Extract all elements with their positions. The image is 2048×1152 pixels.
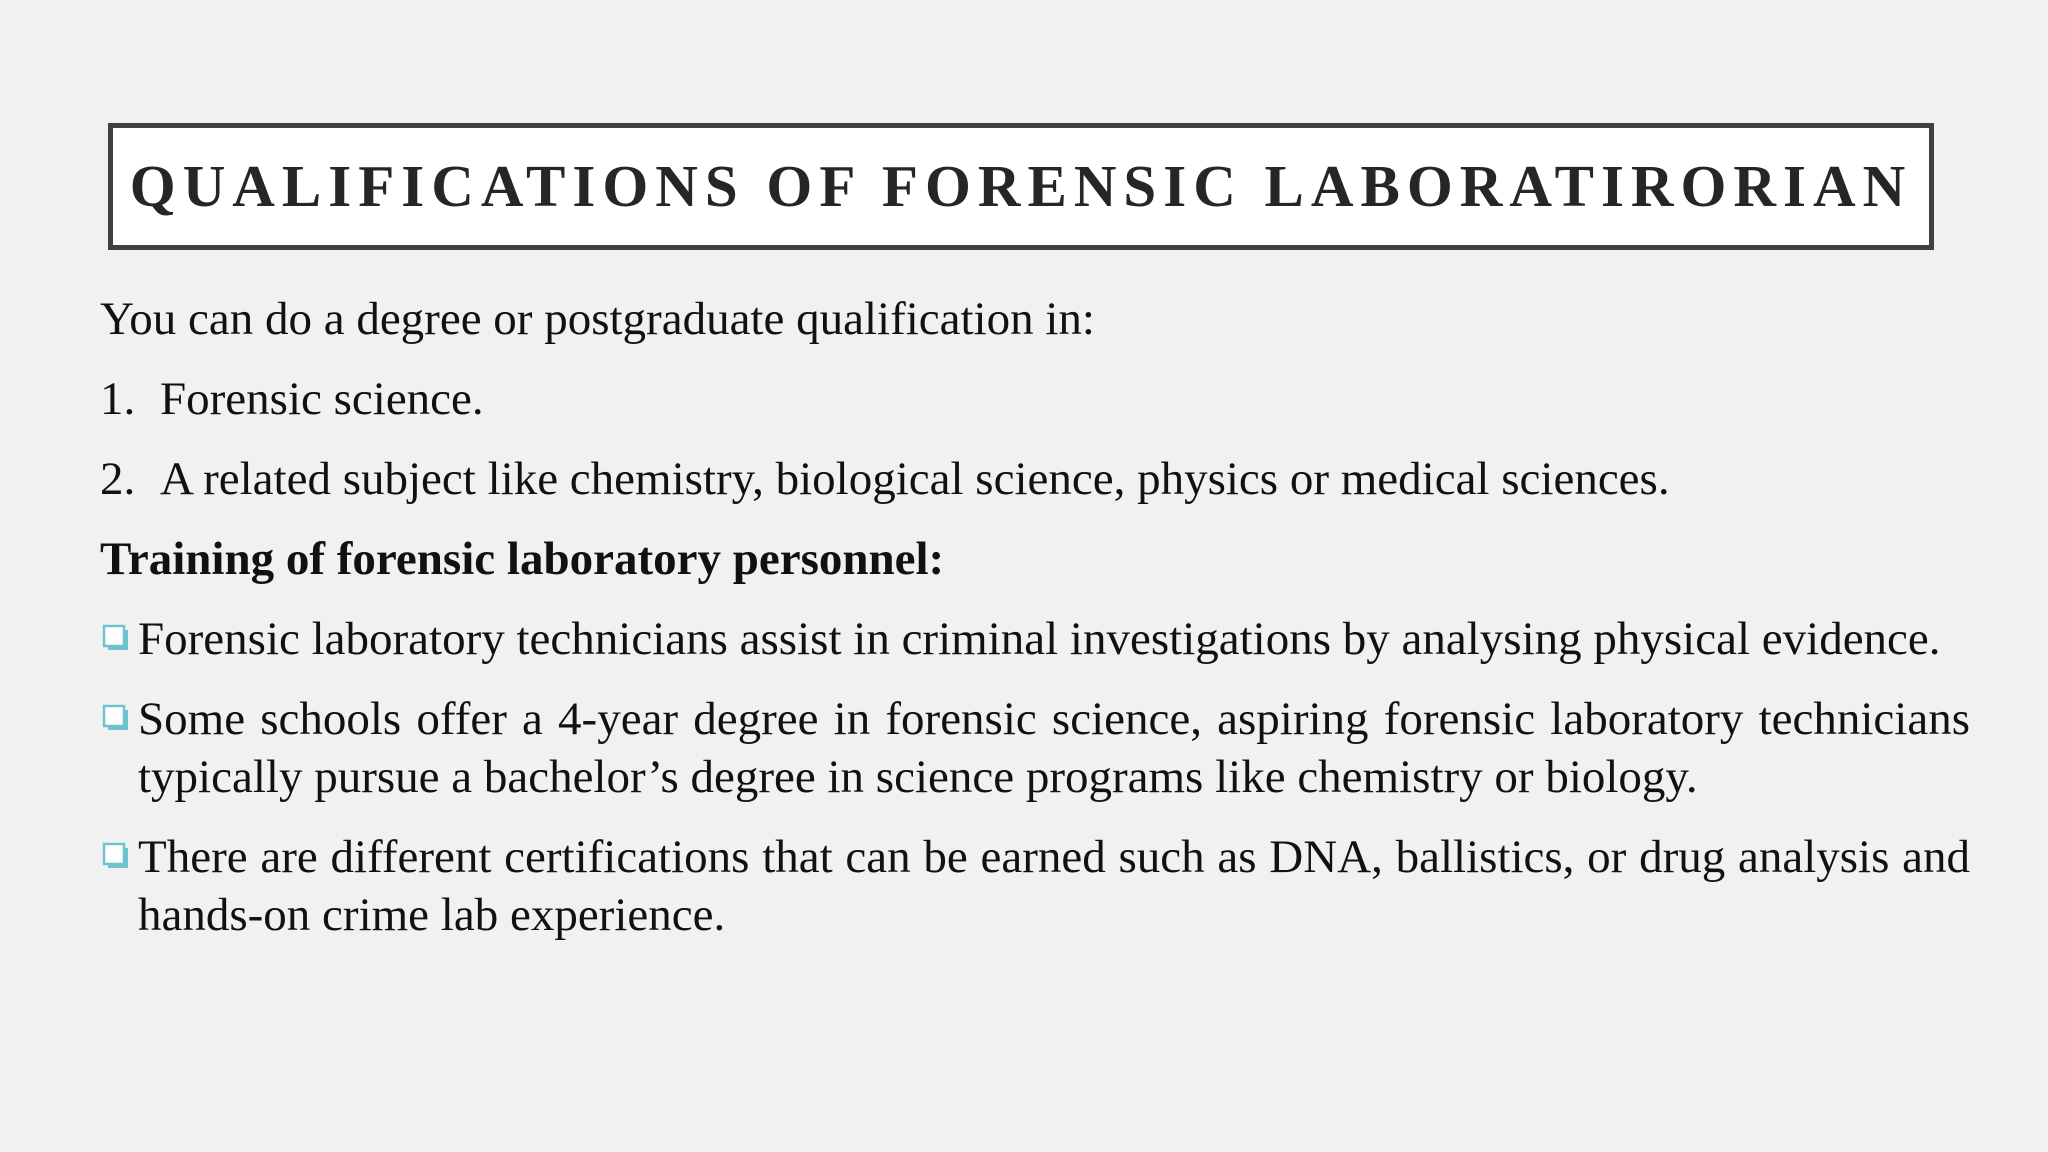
intro-text: You can do a degree or postgraduate qualification in:	[100, 293, 1095, 345]
item-text: A related subject like chemistry, biological science, physics or medical sciences.	[160, 453, 1670, 505]
bullet-item	[100, 828, 1970, 944]
item-text: Forensic science.	[160, 373, 484, 425]
bullet-item	[100, 690, 1970, 806]
title-box	[108, 123, 1934, 250]
square-bullet-icon	[102, 842, 130, 870]
numbered-item	[100, 450, 1970, 508]
square-bullet-icon	[102, 704, 130, 732]
item-number: 1.	[100, 373, 136, 425]
item-number: 2.	[100, 453, 136, 505]
bullet-item	[100, 610, 1970, 668]
numbered-item	[100, 370, 1970, 428]
slide-title: QUALIFICATIONS OF FORENSIC LABORATIRORIAN	[129, 153, 1913, 219]
square-bullet-icon	[102, 624, 130, 652]
bullet-text: There are different certifications that can be earned such as DNA, ballistics, or drug analysis and hands-on crime lab experience.	[138, 831, 1970, 941]
slide-content	[100, 290, 1970, 966]
section-subheading: Training of forensic laboratory personnel:	[100, 533, 945, 585]
bullet-text: Some schools offer a 4-year degree in forensic science, aspiring forensic laboratory technicians typically pursue a bachelor’s degree in science programs like chemistry or biology.	[138, 693, 1970, 803]
bullet-text: Forensic laboratory technicians assist in criminal investigations by analysing physical evidence.	[138, 613, 1941, 665]
